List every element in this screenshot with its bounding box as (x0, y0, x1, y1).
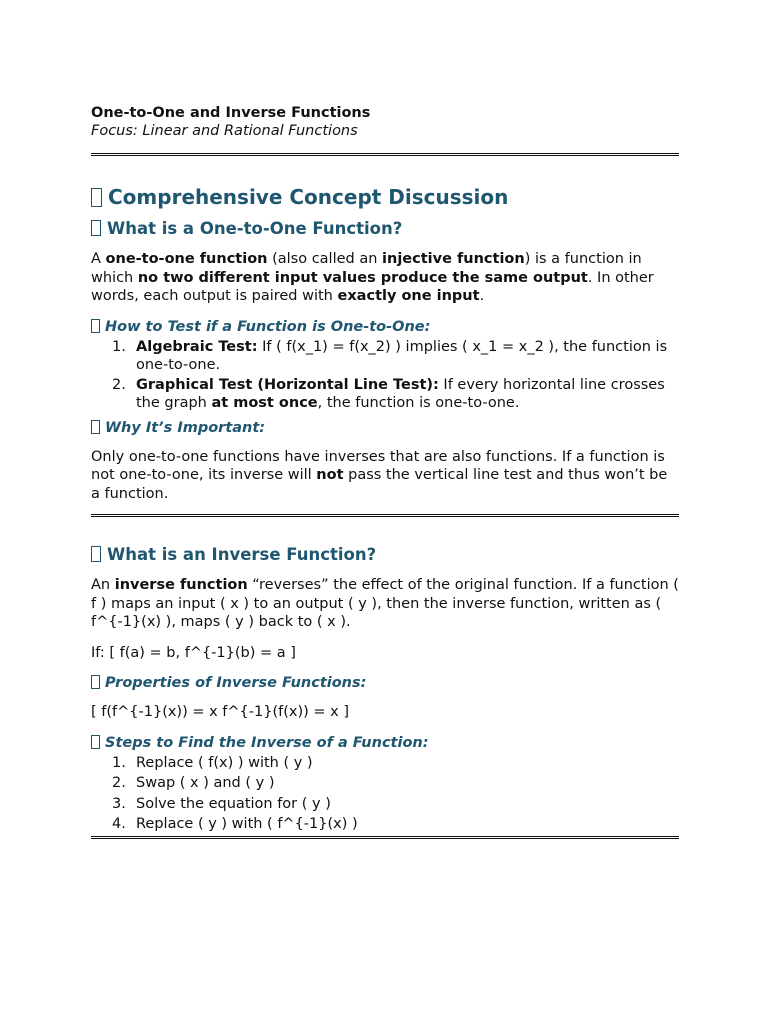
document-page (91, 104, 679, 839)
section-heading-concept: Comprehensive Concept Discussion (91, 185, 679, 209)
placeholder-glyph-icon (91, 675, 100, 689)
placeholder-glyph-icon (91, 735, 100, 749)
document-subtitle: Focus: Linear and Rational Functions (91, 123, 358, 139)
list-item: 2. Swap ( x ) and ( y ) (112, 775, 275, 791)
divider (91, 153, 679, 156)
subheading-properties: Properties of Inverse Functions: (91, 674, 679, 692)
test-list (91, 338, 679, 413)
properties-formula: [ f(f^{-1}(x)) = x f^{-1}(f(x)) = x ] (91, 704, 349, 720)
placeholder-glyph-icon (91, 546, 101, 562)
subheading-inverse-function: What is an Inverse Function? (91, 545, 679, 565)
placeholder-glyph-icon (91, 420, 100, 434)
list-item: 1. Replace ( f(x) ) with ( y ) (112, 754, 313, 771)
list-item: 3. Solve the equation for ( y ) (112, 795, 331, 812)
placeholder-glyph-icon (91, 220, 101, 236)
list-item: 2. Graphical Test (Horizontal Line Test): If every horizontal line crosses the graph at most once, the function is one-to-one. (112, 376, 665, 411)
subheading-why-important: Why It’s Important: (91, 419, 679, 437)
divider (91, 514, 679, 517)
subheading-one-to-one: What is a One-to-One Function? (91, 219, 679, 239)
steps-list (91, 753, 679, 835)
placeholder-glyph-icon (91, 319, 100, 333)
why-important-text: Only one-to-one functions have inverses that are also functions. If a function is not one-to-one, its inverse will not pass the vertical line test and thus won’t be a function. (91, 448, 668, 502)
inverse-definition: An inverse function “reverses” the effect of the original function. If a function ( f ) maps an input ( x ) to an output ( y ), then the inverse function, written as ( f^{-1}(x) ), maps ( y ) back to ( x ). (91, 577, 679, 630)
list-item: 1. Algebraic Test: If ( f(x_1) = f(x_2) ) implies ( x_1 = x_2 ), the function is one-to-one. (112, 338, 668, 373)
placeholder-glyph-icon (91, 188, 102, 207)
inverse-formula: If: [ f(a) = b, f^{-1}(b) = a ] (91, 644, 296, 661)
list-item: 4. Replace ( y ) with ( f^{-1}(x) ) (112, 816, 358, 832)
subheading-steps: Steps to Find the Inverse of a Function: (91, 734, 679, 752)
divider (91, 836, 679, 839)
subheading-how-to-test: How to Test if a Function is One-to-One: (91, 318, 679, 336)
document-title: One-to-One and Inverse Functions (91, 105, 371, 121)
one-to-one-definition: A one-to-one function (also called an injective function) is a function in which no two different input values produce the same output. In other words, each output is paired with exactly one input. (91, 251, 654, 304)
